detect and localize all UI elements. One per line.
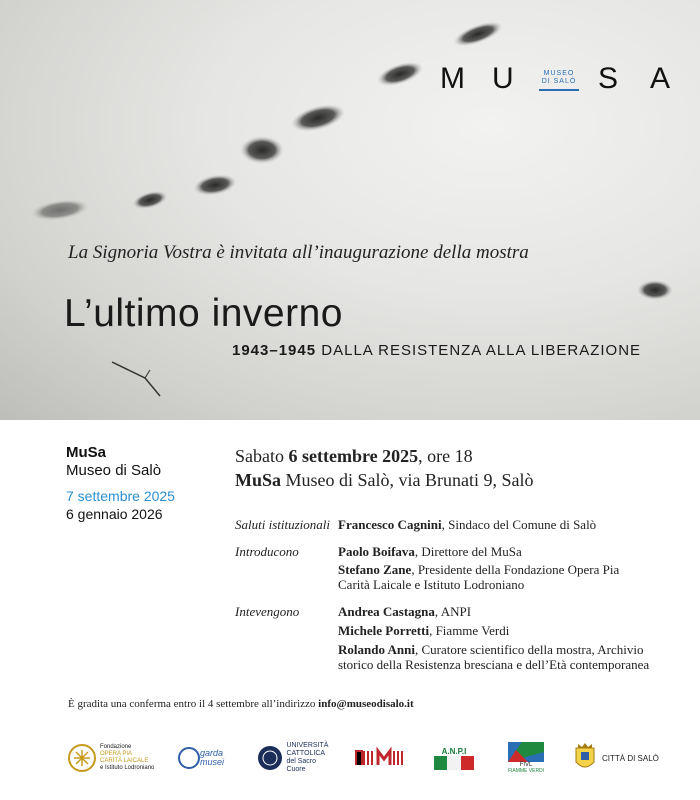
event-day: Sabato [235, 446, 284, 466]
fondazione-line3: CARITÀ LAICALE [100, 758, 149, 764]
speaker-role: , Direttore del MuSa [414, 544, 522, 559]
exhibition-subtitle [232, 342, 641, 359]
speaker [338, 517, 658, 532]
cattolica-line3: del Sacro Cuore [286, 758, 317, 773]
speaker [338, 604, 658, 619]
speaker-name: Francesco Cagnini [338, 517, 442, 532]
logo-letter-s: S [598, 62, 619, 95]
speaker-name: Stefano Zane [338, 562, 412, 577]
speaker-role: , Presidente della Fondazione Opera Pia Carità Laicale e Istituto Lodroniano [338, 562, 620, 592]
fivl-logo [506, 740, 546, 776]
garda-line1: garda [200, 748, 224, 758]
venue-name: MuSa [235, 470, 282, 490]
speaker-role: , ANPI [434, 604, 472, 619]
logo-letter-m: M [440, 62, 465, 95]
fivl-flag-icon [508, 742, 544, 762]
logo-letter-u: U [492, 62, 514, 95]
speaker-role: , Fiamme Verdi [429, 623, 510, 638]
exhibition-title: L’ultimo inverno [64, 292, 343, 335]
logo-letter-a: A [650, 62, 671, 95]
rsvp-note [68, 698, 414, 710]
event-time: , ore 18 [418, 446, 473, 466]
event-date-bold: 6 settembre 2025 [288, 446, 419, 466]
garda-emblem-icon [178, 744, 200, 772]
fondazione-line1: Fondazione [100, 744, 132, 750]
fondazione-line2: OPERA PIA [100, 751, 133, 757]
museum-short-name: MuSa [66, 444, 107, 461]
exhibition-end-date: 6 gennaio 2026 [66, 506, 163, 522]
museum-full-name: Museo di Salò [66, 462, 162, 479]
speaker-name: Rolando Anni [338, 642, 415, 657]
invitation-line: La Signoria Vostra è invitata all’inaugurazione della mostra [68, 242, 529, 263]
musa-logo [440, 64, 680, 94]
venue-address: Museo di Salò, via Brunati 9, Salò [281, 470, 534, 490]
speaker-name: Andrea Castagna [338, 604, 435, 619]
museum-info [66, 444, 175, 522]
rsvp-email-link[interactable]: info@museodisalo.it [318, 698, 414, 710]
anpi-label: A.N.P.I [441, 746, 467, 756]
speaker-role: , Curatore scientifico della mostra, Archivio storico della Resistenza bresciana e dell’Età contemporanea [338, 642, 650, 672]
cattolica-logo [256, 740, 336, 776]
speaker [338, 562, 638, 592]
logo-sub-line2: DI SALÒ [541, 78, 577, 85]
event-venue [235, 470, 534, 491]
biblioteca-logo [354, 740, 406, 776]
fondazione-line4: e Istituto Lodroniano [100, 765, 155, 771]
speaker-name: Paolo Boifava [338, 544, 415, 559]
speaker [338, 623, 658, 638]
library-m-icon [354, 747, 404, 769]
speaker [338, 544, 658, 559]
speaker [338, 642, 658, 672]
cattolica-line1: UNIVERSITÀ [286, 742, 329, 749]
logo-sublabel [539, 70, 579, 91]
sponsor-logos [66, 740, 666, 780]
citta-salo-logo [572, 740, 662, 776]
anpi-logo [432, 740, 476, 776]
exhibition-subtitle-text: DALLA RESISTENZA ALLA LIBERAZIONE [321, 342, 642, 359]
logo-sub-line1: MUSEO [543, 70, 575, 77]
cattolica-line2: CATTOLICA [286, 750, 326, 757]
event-date [235, 446, 473, 467]
garda-musei-logo [178, 740, 238, 776]
fivl-label: FIVL [519, 762, 533, 768]
program-label: Introducono [235, 544, 299, 559]
cattolica-seal-icon [256, 744, 283, 772]
fondazione-emblem-icon [66, 742, 98, 774]
salo-coat-of-arms-icon [572, 742, 598, 774]
exhibition-years: 1943–1945 [232, 342, 317, 359]
garda-line2: musei [200, 757, 225, 767]
speaker-role: , Sindaco del Comune di Salò [441, 517, 597, 532]
program-label: Intevengono [235, 604, 300, 619]
speaker-name: Michele Porretti [338, 623, 430, 638]
fondazione-logo [66, 740, 166, 776]
rsvp-text: È gradita una conferma entro il 4 settembre all’indirizzo [68, 698, 319, 710]
salo-label: CITTÀ DI SALÒ [602, 753, 659, 763]
fivl-sublabel: FIAMME VERDI [507, 768, 545, 774]
anpi-flag-icon [434, 756, 474, 770]
exhibition-start-date: 7 settembre 2025 [66, 488, 175, 504]
program-label: Saluti istituzionali [235, 517, 330, 532]
